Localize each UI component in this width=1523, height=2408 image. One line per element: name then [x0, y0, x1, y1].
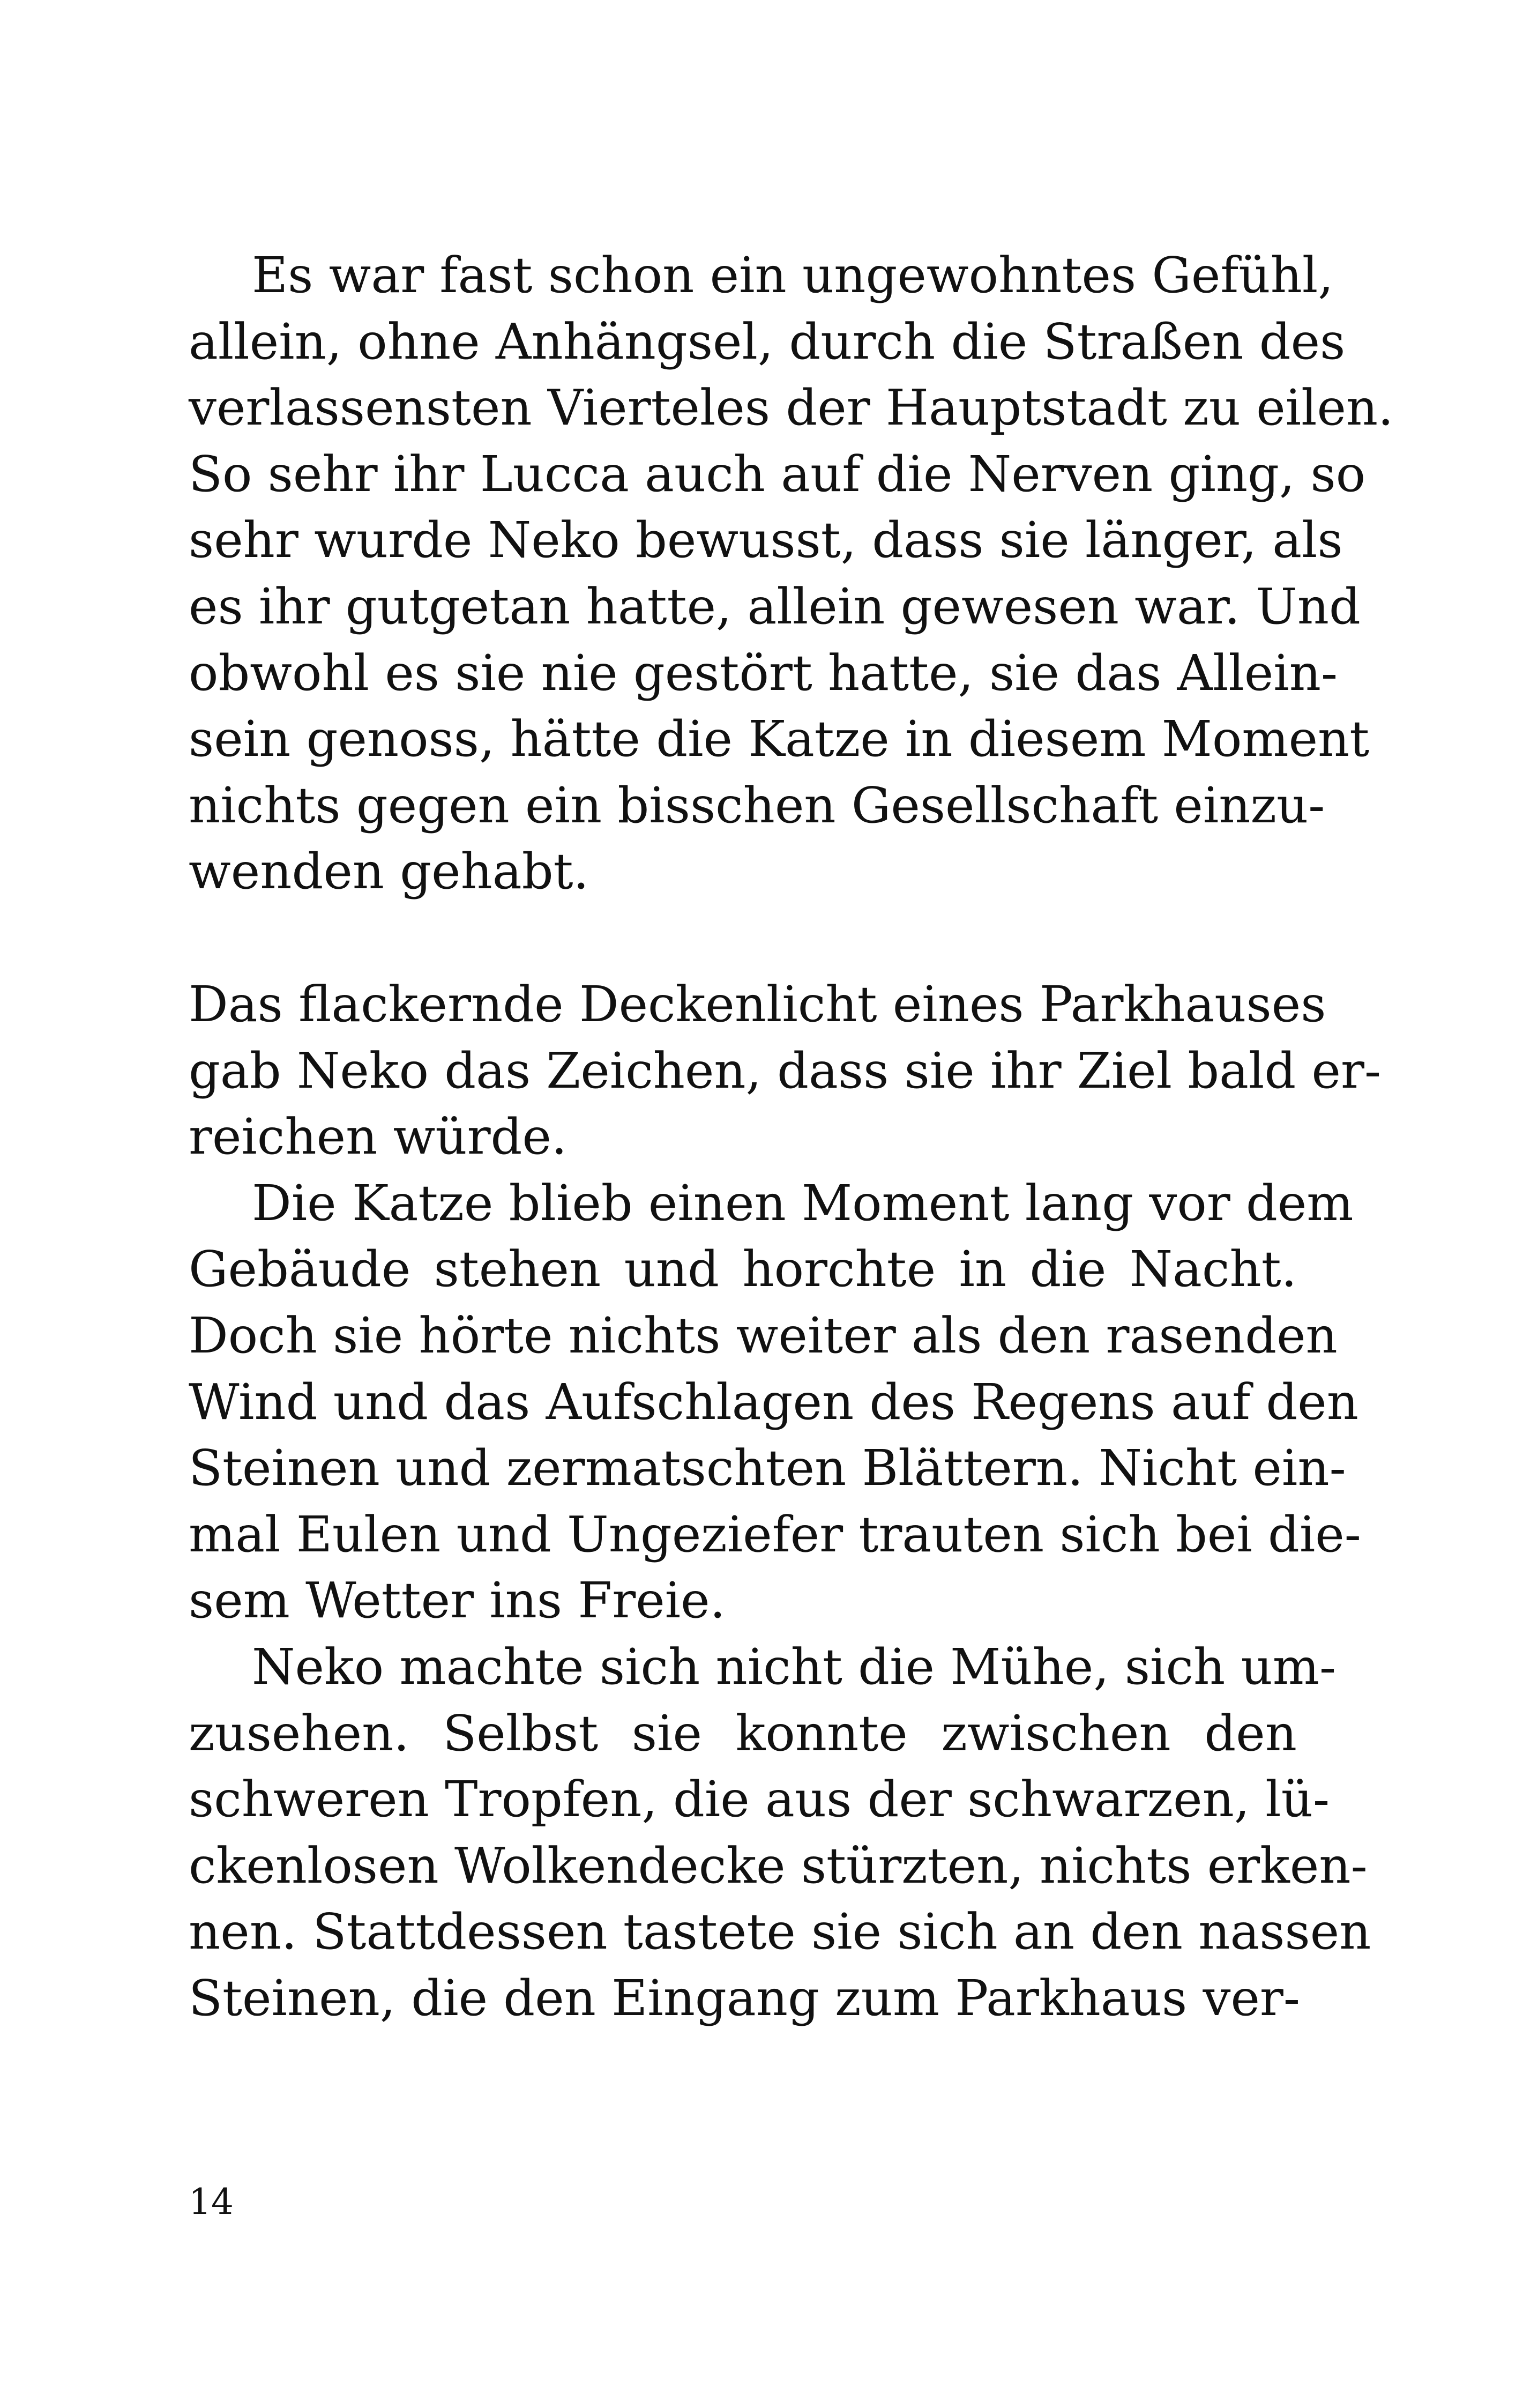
- text-line: sehr wurde Neko bewusst, dass sie länger, als: [189, 511, 1343, 569]
- paragraph-3: [189, 1170, 1361, 1634]
- text-line: Wind und das Aufschlagen des Regens auf den: [189, 1373, 1358, 1431]
- text-line: Doch sie hörte nichts weiter als den rasenden: [189, 1306, 1338, 1364]
- text-line: reichen würde.: [189, 1108, 568, 1166]
- text-line: obwohl es sie nie gestört hatte, sie das Allein-: [189, 644, 1338, 702]
- text-line: Die Katze blieb einen Moment lang vor dem: [252, 1174, 1354, 1232]
- text-line: Es war fast schon ein ungewohntes Gefühl,: [252, 247, 1334, 304]
- text-line: wenden gehabt.: [189, 843, 589, 901]
- text-line: ckenlosen Wolkendecke stürzten, nichts erken-: [189, 1837, 1368, 1894]
- text-block-top: [189, 242, 1394, 905]
- text-line: verlassensten Vierteles der Hauptstadt zu eilen.: [189, 379, 1394, 437]
- text-line: mal Eulen und Ungeziefer trauten sich bei die-: [189, 1505, 1361, 1563]
- text-line: Gebäude stehen und horchte in die Nacht.: [189, 1240, 1297, 1298]
- text-line: Steinen und zermatschten Blättern. Nicht ein-: [189, 1439, 1346, 1497]
- text-line: zusehen. Selbst sie konnte zwischen den: [189, 1704, 1297, 1762]
- paragraph-2: [189, 971, 1382, 1170]
- text-line: allein, ohne Anhängsel, durch die Straßen des: [189, 313, 1346, 370]
- text-line: schweren Tropfen, die aus der schwarzen, lü-: [189, 1771, 1330, 1829]
- text-line: nichts gegen ein bisschen Gesellschaft einzu-: [189, 776, 1325, 834]
- text-line: nen. Stattdessen tastete sie sich an den nassen: [189, 1903, 1371, 1961]
- text-block-bottom: [189, 971, 1382, 2032]
- text-line: sem Wetter ins Freie.: [189, 1572, 726, 1630]
- text-line: Steinen, die den Eingang zum Parkhaus ver-: [189, 1969, 1300, 2027]
- page-number: 14: [189, 2181, 234, 2223]
- text-line: es ihr gutgetan hatte, allein gewesen war. Und: [189, 577, 1361, 635]
- text-line: So sehr ihr Lucca auch auf die Nerven ging, so: [189, 445, 1366, 503]
- paragraph-4: [189, 1634, 1371, 2032]
- text-line: gab Neko das Zeichen, dass sie ihr Ziel bald er-: [189, 1042, 1382, 1099]
- text-line: sein genoss, hätte die Katze in diesem Moment: [189, 710, 1370, 768]
- text-line: Das flackernde Deckenlicht eines Parkhauses: [189, 976, 1326, 1033]
- text-line: Neko machte sich nicht die Mühe, sich um-: [252, 1638, 1337, 1696]
- paragraph-1: [189, 242, 1394, 905]
